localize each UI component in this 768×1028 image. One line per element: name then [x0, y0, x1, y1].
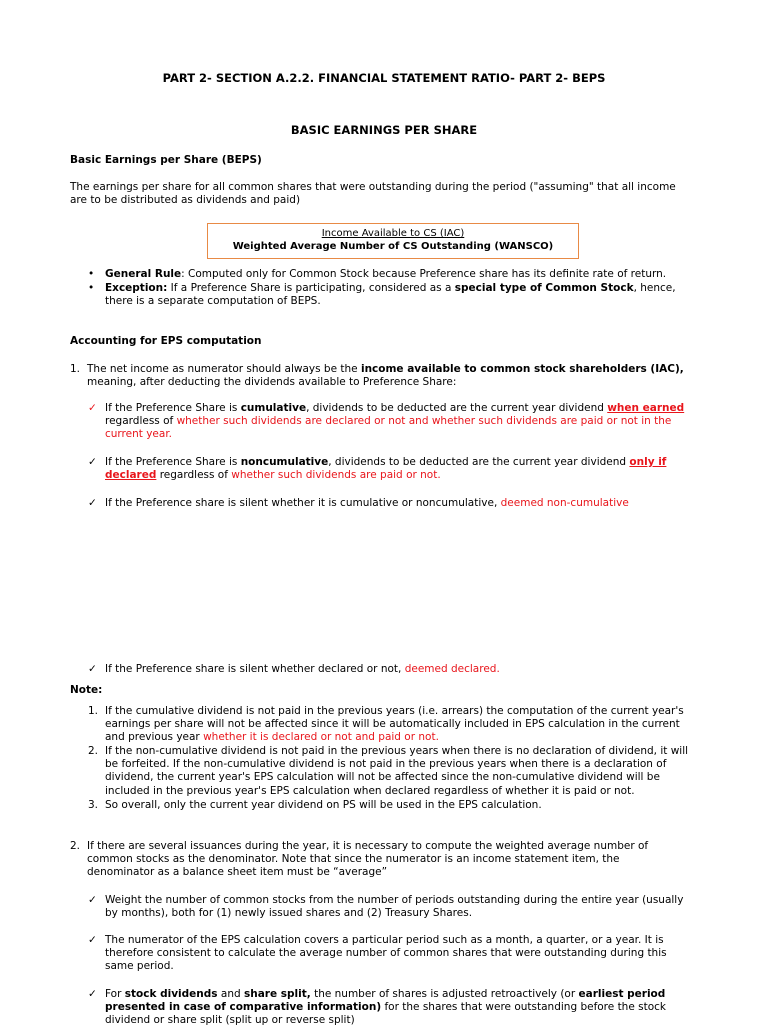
check-text: , dividends to be deducted are the current year dividend — [328, 456, 630, 468]
check-line: therefore consistent to calculate the average number of common shares that were outstanding during this — [105, 947, 667, 960]
check-line: dividend or share split (split up or reverse split) — [105, 1014, 355, 1027]
note-item-3 — [88, 799, 713, 812]
check-red-bold: only if — [629, 456, 667, 468]
list-number: 2. — [88, 745, 99, 757]
check-text: For — [105, 988, 125, 1000]
check-red: whether such dividends are paid or not. — [231, 469, 441, 482]
exception-text: If a Preference Share is participating, considered as a — [167, 282, 455, 294]
check-item-silent-declared — [88, 663, 713, 676]
item-line: meaning, after deducting the dividends available to Preference Share: — [87, 376, 457, 389]
intro-line: are to be distributed as dividends and paid) — [70, 194, 301, 207]
formula-denominator: Weighted Average Number of CS Outstanding (WANSCO) — [232, 241, 554, 252]
beps-heading: Basic Earnings per Share (BEPS) — [70, 154, 262, 166]
intro-paragraph — [70, 181, 710, 207]
check-red: deemed non-cumulative — [500, 497, 629, 509]
check-bold: cumulative — [240, 402, 307, 414]
note-item-1 — [88, 705, 713, 745]
item-line: If there are several issuances during the year, it is necessary to compute the weighted average number of — [87, 840, 649, 852]
note-line: be forfeited. If the non-cumulative dividend is not paid in the previous years when there is a declaration of — [105, 758, 667, 771]
list-number: 1. — [70, 363, 81, 375]
page-title: BASIC EARNINGS PER SHARE — [290, 123, 478, 137]
item-line: denominator as a balance sheet item must be “average” — [87, 866, 388, 879]
exception-label: Exception: — [105, 282, 168, 294]
check-text: for the shares that were outstanding before the stock — [381, 1001, 667, 1014]
check-item-numerator — [88, 934, 713, 974]
check-bold: stock dividends — [124, 988, 218, 1000]
list-number: 2. — [70, 840, 81, 852]
general-rule-text: : Computed only for Common Stock because Preference share has its definite rate of return. — [181, 268, 667, 280]
check-icon: ✓ — [88, 894, 97, 906]
beps-formula-box — [207, 223, 579, 259]
exception-bold: special type of Common Stock — [454, 282, 634, 294]
check-red: whether such dividends are declared or not and whether such dividends are paid or not in the — [176, 415, 672, 428]
list-number: 3. — [88, 799, 99, 811]
formula-numerator: Income Available to CS (IAC) — [321, 228, 465, 239]
rule-bullet — [88, 268, 718, 281]
check-bold: presented in case of comparative information) — [105, 1001, 382, 1014]
check-red: current year. — [105, 428, 173, 441]
intro-line: The earnings per share for all common shares that were outstanding during the period ("assuming" that all income — [70, 181, 676, 193]
list-item-1 — [70, 363, 710, 389]
check-text: , dividends to be deducted are the current year dividend — [306, 402, 608, 414]
bullet-dot: • — [88, 268, 95, 280]
check-item-silent-cumulative — [88, 497, 713, 510]
check-text: the number of shares is adjusted retroactively (or — [310, 988, 579, 1000]
check-line: by months), both for (1) newly issued shares and (2) Treasury Shares. — [105, 907, 473, 920]
check-icon: ✓ — [88, 934, 97, 946]
check-line: The numerator of the EPS calculation covers a particular period such as a month, a quarter, or a year. It is — [105, 934, 664, 946]
item-line: common stocks as the denominator. Note that since the numerator is an income statement item, the — [87, 853, 620, 866]
note-line: dividend, the current year's EPS calculation will not be affected since the non-cumulative dividend will be — [105, 771, 660, 784]
list-item-2 — [70, 840, 710, 880]
general-rule-label: General Rule — [105, 268, 182, 280]
check-item-stock-dividends — [88, 988, 713, 1028]
check-red-bold: declared — [105, 469, 157, 482]
item-text: The net income as numerator should always be the — [87, 363, 361, 375]
check-item-weight — [88, 894, 713, 920]
check-icon: ✓ — [88, 402, 97, 414]
check-text: regardless of — [105, 415, 177, 428]
check-line: Weight the number of common stocks from the number of periods outstanding during the entire year (usually — [105, 894, 684, 906]
check-item-noncumulative — [88, 456, 713, 482]
exception-bullet — [88, 282, 718, 308]
check-item-cumulative — [88, 402, 713, 442]
check-text: and — [217, 988, 244, 1000]
check-text: If the Preference Share is — [105, 456, 241, 468]
check-icon: ✓ — [88, 988, 97, 1000]
note-red: whether it is declared or not and paid or not. — [203, 731, 439, 744]
item-bold: income available to common stock shareholders (IAC), — [360, 363, 684, 375]
check-icon: ✓ — [88, 456, 97, 468]
exception-text: , hence, — [633, 282, 676, 294]
bullet-dot: • — [88, 282, 95, 294]
check-red: deemed declared. — [404, 663, 500, 675]
note-label: Note: — [70, 684, 103, 696]
check-icon: ✓ — [88, 497, 97, 509]
check-text: If the Preference share is silent whether it is cumulative or noncumulative, — [105, 497, 501, 509]
check-text: regardless of — [156, 469, 232, 482]
accounting-heading: Accounting for EPS computation — [70, 335, 262, 347]
exception-line: there is a separate computation of BEPS. — [105, 295, 321, 308]
check-bold: earliest period — [578, 988, 666, 1000]
note-text: and previous year — [105, 731, 204, 744]
check-text: If the Preference Share is — [105, 402, 241, 414]
note-line: So overall, only the current year dividend on PS will be used in the EPS calculation. — [105, 799, 542, 811]
note-line: If the cumulative dividend is not paid in the previous years (i.e. arrears) the computation of the current year's — [105, 705, 684, 717]
check-bold: share split, — [243, 988, 311, 1000]
check-line: same period. — [105, 960, 174, 973]
check-text: If the Preference share is silent whether declared or not, — [105, 663, 405, 675]
check-icon: ✓ — [88, 663, 97, 675]
check-bold: noncumulative — [240, 456, 329, 468]
section-header: PART 2- SECTION A.2.2. FINANCIAL STATEMENT RATIO- PART 2- BEPS — [162, 71, 606, 85]
note-item-2 — [88, 745, 713, 798]
note-line: If the non-cumulative dividend is not paid in the previous years when there is no declaration of dividend, it will — [105, 745, 689, 757]
list-number: 1. — [88, 705, 99, 717]
check-red-bold: when earned — [607, 402, 685, 414]
note-line: included in the previous year's EPS calculation when declared regardless of whether it is paid or not. — [105, 784, 635, 797]
note-line: earnings per share will not be affected since it will be automatically included in EPS calculation in the current — [105, 718, 680, 731]
